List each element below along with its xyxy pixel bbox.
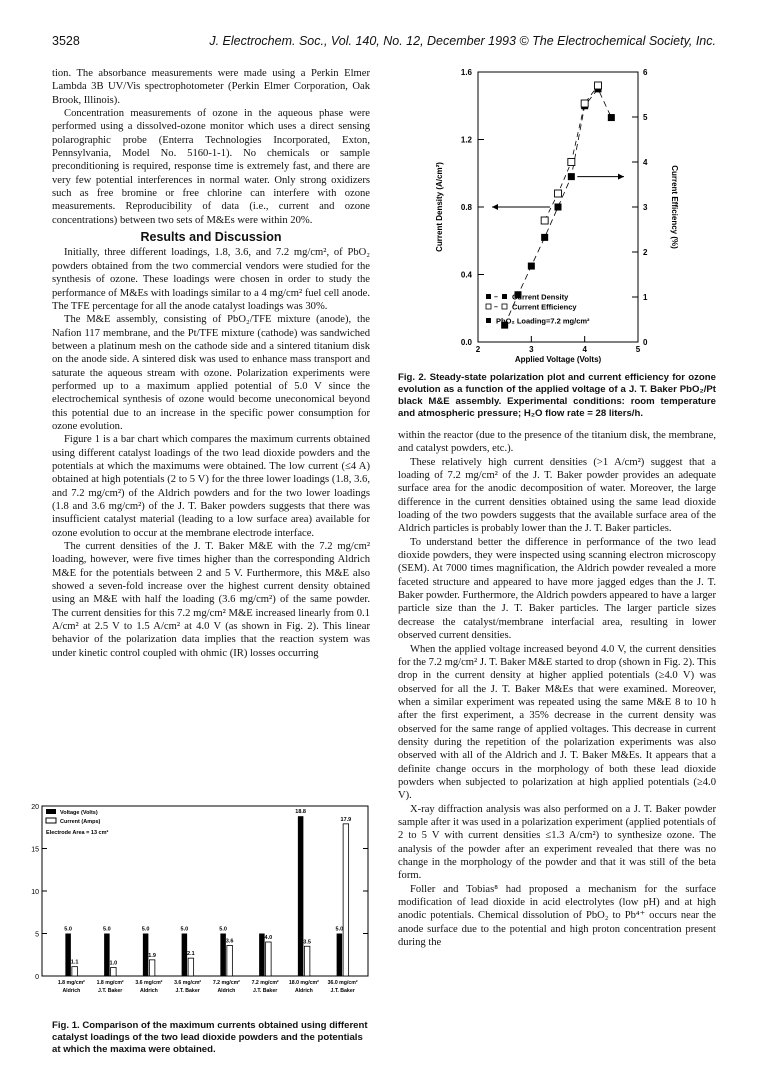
- current-density-point: [568, 173, 575, 180]
- bar-voltage: [337, 934, 343, 977]
- page-number: 3528: [52, 34, 80, 48]
- x-loading-label: 1.8 mg/cm²: [57, 980, 85, 986]
- y-tick-label: 0.8: [460, 203, 472, 212]
- y-tick-label: 1.6: [460, 68, 472, 77]
- electrode-area-annotation: Electrode Area = 13 cm²: [46, 830, 109, 836]
- bar-current: [227, 945, 233, 976]
- data-label-voltage: 5.0: [103, 926, 111, 933]
- data-label-voltage: 5.0: [335, 926, 344, 933]
- data-label-voltage: 5.0: [141, 926, 150, 933]
- x-loading-label: 7.2 mg/cm²: [212, 980, 240, 986]
- x-vendor-label: Aldrich: [217, 988, 236, 994]
- arrowhead: [618, 174, 624, 180]
- paragraph: X-ray diffraction analysis was also performed on a J. T. Baker powder sample after it was used in a polarization experiment (applied potentials of 2 to 5 V with current densities ≤1.3 A/cm²) to synthesize ozone. The analysis of the powder after an experiment revealed that there was no change in the morphology of the powder and that it was still of the beta form.: [398, 803, 716, 882]
- legend-swatch-open: [486, 304, 491, 309]
- x-loading-label: 7.2 mg/cm²: [251, 980, 279, 986]
- paragraph: Concentration measurements of ozone in the aqueous phase were performed using a dissolved-ozone monitor which uses a direct sensing polarographic probe (Enterra Technologies Incorporated, Exton, Pennsylvania, Model No. 5160-1-1). No chemicals or sample preconditioning is required, response time is extremely fast, and there are very few potential interferences in normal water. Only strong oxidizers such as free bromine or free chlorine can interfere with ozone measurements. Reproducibility of data (i.e., current and ozone concentrations) between two sets of M&Es were within 20%.: [52, 108, 370, 226]
- y-tick-label: 0.0: [460, 338, 472, 347]
- y-tick-label: 0: [35, 974, 39, 981]
- current-efficiency-line: [545, 86, 598, 221]
- current-density-point: [528, 263, 535, 270]
- legend-swatch-filled: [486, 294, 491, 299]
- data-label-voltage: 5.0: [64, 926, 72, 933]
- legend-label: Current Efficiency: [512, 302, 577, 312]
- figure-1-caption: Fig. 1. Comparison of the maximum currents obtained using different catalyst loadings of the two lead dioxide powders and the potentials at which the maxima were obtained.: [52, 1020, 368, 1055]
- y2-tick-label: 4: [643, 158, 648, 167]
- data-label-current: 1.0: [109, 960, 118, 967]
- legend-dash: –: [494, 294, 498, 301]
- data-label-current: 3.5: [303, 939, 311, 946]
- paragraph: When the applied voltage increased beyond 4.0 V, the current densities for the 7.2 mg/cm² J. T. Baker M&E started to drop (shown in Fig. 2). This drop in the current density at higher applied potentials (≥4.0 V) was observed for all the J. T. Baker M&Es that were examined. Moreover, when a similar experiment was repeated using the same M&E 8 to 10 h after the first experiment, a 35% decrease in the current density was observed for the same range of applied voltages. This decrease in current density during the repetition of the polarization experiments was also observed with all of the Aldrich and J. T. Baker M&Es. It appears that a definite change occurs in the morphology of both these lead dioxide powders when subjected to polarization at high applied potentials (≥4.0 V).: [398, 643, 716, 802]
- current-efficiency-point: [595, 82, 602, 89]
- bar-current: [266, 942, 272, 976]
- bar-current: [111, 968, 117, 977]
- paragraph: These relatively high current densities (>1 A/cm²) suggest that a loading of 7.2 mg/cm² of the J. T. Baker powder provides an adequate surface area for the anodic decomposition of water. Moreover, the large difference in the current densities obtained using the same lead dioxide loading of the two powders suggests that the available surface area of the Aldrich particles is probably lower than the J. T. Baker particles.: [398, 456, 716, 535]
- y-tick-label: 0.4: [460, 270, 472, 280]
- legend-swatch-filled: [502, 294, 507, 299]
- current-density-point: [608, 114, 615, 121]
- running-header: [52, 34, 716, 52]
- data-label-current: 3.6: [225, 938, 234, 945]
- y-axis-label: Current Density (A/cm²): [435, 162, 444, 252]
- x-vendor-label: Aldrich: [294, 988, 313, 994]
- x-axis-label: Applied Voltage (Volts): [514, 355, 602, 364]
- y2-tick-label: 5: [643, 113, 648, 122]
- bar-current: [188, 958, 194, 976]
- y-tick-label: 15: [31, 846, 39, 854]
- y2-tick-label: 2: [643, 248, 648, 257]
- bar-current: [149, 960, 155, 976]
- y2-tick-label: 1: [643, 293, 648, 302]
- paragraph: The current densities of the J. T. Baker M&E with the 7.2 mg/cm² loading, however, were five times higher than the corresponding Aldrich M&E for the potentials between 2 and 5 V. Furthermore, this M&E also showed a seven-fold increase over the highest current density obtained using an M&E with half the loading (3.6 mg/cm²) of the same powder. The current densities for this 7.2 mg/cm² M&E increased linearly from 0.1 A/cm² at 2.5 V to 1.5 A/cm² at 4.0 V (as shown in Fig. 2). This linear behavior of the polarization data implies that the reaction system was under kinetic control coupled with ohmic (IR) losses occurring: [52, 541, 370, 659]
- y2-tick-label: 0: [643, 338, 648, 347]
- legend-label: Current Density: [512, 292, 569, 302]
- x-loading-label: 3.6 mg/cm²: [174, 980, 202, 986]
- figure-1-bar-chart: [30, 798, 375, 1018]
- y-tick-label: 20: [31, 804, 39, 811]
- x-vendor-label: J.T. Baker: [253, 988, 278, 994]
- current-efficiency-point: [541, 217, 548, 224]
- paragraph: The M&E assembly, consisting of PbO₂/TFE mixture (anode), the Nafion 117 membrane, and the Pt/TFE mixture (cathode) was sandwiched between a platinum mesh on the cathode side and a sintered titanium disk on the anode side. A sintered disk was used to enhance mass transport and saturate the aqueous stream with ozone. Polarization experiments were performed up to a maximum applied potential of 5.0 V since the electrochemical synthesis of ozone would become uneconomical beyond this potential due to an increase in the specific power consumption for ozone evolution.: [52, 314, 370, 432]
- right-column: [398, 429, 716, 949]
- x-loading-label: 36.0 mg/cm²: [327, 980, 358, 986]
- legend-dash: –: [494, 304, 498, 311]
- x-loading-label: 18.0 mg/cm²: [288, 980, 319, 986]
- legend-swatch-current: [46, 818, 56, 823]
- x-loading-label: 1.8 mg/cm²: [96, 980, 124, 986]
- section-heading: Results and Discussion: [140, 230, 282, 245]
- arrowhead: [492, 204, 498, 210]
- y-tick-label: 1.2: [460, 135, 472, 145]
- x-loading-label: 3.6 mg/cm²: [135, 980, 163, 986]
- data-label-voltage: 18.8: [295, 809, 306, 816]
- data-label-current: 17.9: [340, 816, 352, 823]
- legend-label: Voltage (Volts): [60, 810, 98, 816]
- x-vendor-label: Aldrich: [139, 988, 158, 994]
- current-density-point: [555, 204, 562, 211]
- y2-tick-label: 3: [643, 203, 648, 212]
- current-efficiency-point: [581, 100, 588, 107]
- current-efficiency-point: [568, 159, 575, 166]
- data-label-current: 2.1: [187, 951, 195, 958]
- journal-line: J. Electrochem. Soc., Vol. 140, No. 12, December 1993 © The Electrochemical Society, Inc.: [209, 34, 716, 48]
- bar-current: [304, 946, 310, 976]
- data-label-voltage: 5.0: [180, 926, 189, 933]
- current-efficiency-point: [555, 190, 562, 197]
- y-tick-label: 10: [31, 889, 39, 896]
- paragraph: within the reactor (due to the presence of the titanium disk, the membrane, and catalyst powders, etc.).: [398, 430, 716, 455]
- bar-current: [343, 824, 349, 976]
- x-vendor-label: J.T. Baker: [98, 988, 123, 994]
- data-label-current: 4.0: [264, 935, 273, 941]
- x-vendor-label: J.T. Baker: [330, 988, 355, 994]
- figure-2-polarization-plot: [420, 60, 690, 370]
- current-density-point: [541, 234, 548, 241]
- data-label-voltage: 5.0: [219, 926, 227, 933]
- left-column: [52, 67, 370, 660]
- legend-swatch-open: [502, 304, 507, 309]
- x-tick-label: 5: [635, 345, 641, 354]
- x-tick-label: 3: [529, 345, 534, 354]
- x-vendor-label: J.T. Baker: [175, 988, 200, 994]
- paragraph: Foller and Tobias⁸ had proposed a mechanism for the surface modification of lead dioxide in acid electrolytes (low pH) and at high anodic potentials. Chemical dissolution of PbO₂ to Pb⁴⁺ occurs near the anode surface due to the potential and high proton concentration present during the: [398, 883, 716, 949]
- figure-2-caption: Fig. 2. Steady-state polarization plot and current efficiency for ozone evolution as a function of the applied voltage of a J. T. Baker PbO₂/Pt black M&E assembly. Experimental conditions: room temperature and atmospheric pressure; H₂O flow rate = 28 liters/h.: [398, 372, 716, 419]
- bar-voltage: [104, 934, 110, 977]
- bar-current: [72, 967, 78, 976]
- legend-swatch-filled: [486, 318, 491, 323]
- x-vendor-label: Aldrich: [62, 988, 81, 994]
- y2-axis-label: Current Efficiency (%): [670, 165, 679, 249]
- y-tick-label: 5: [35, 931, 39, 939]
- x-tick-label: 2: [475, 345, 481, 354]
- legend-swatch-voltage: [46, 809, 56, 814]
- bar-voltage: [298, 816, 304, 976]
- paragraph: Initially, three different loadings, 1.8, 3.6, and 7.2 mg/cm², of PbO₂ powders obtained from the two commercial vendors were studied for the synthesis of ozone. These loadings were chosen in order to study the performance of M&Es with loadings similar to a 4 mg/cm² fuel cell anode. The TFE percentage for all the anode catalyst loadings was 30%.: [52, 247, 370, 312]
- data-label-current: 1.9: [148, 952, 156, 959]
- paragraph: tion. The absorbance measurements were made using a Perkin Elmer Lambda 3B UV/Vis spectrophotometer (Perkin Elmer Corporation, Oak Brook, Illinois).: [52, 68, 370, 106]
- paragraph: To understand better the difference in performance of the two lead dioxide powders, they were inspected using scanning electron microscopy (SEM). At 7000 times magnification, the Aldrich powder revealed a more faceted structure and appeared to have more jagged edges than the J. T. Baker powder. Furthermore, the Aldrich powders appeared to have a larger particle size than the J. T. Baker particles. The larger particle sizes decrease the catalyst/membrane interfacial area, resulting in lower observed current densities.: [398, 536, 716, 642]
- legend-label: Current (Amps): [60, 819, 101, 825]
- bar-voltage: [65, 934, 71, 977]
- x-tick-label: 4: [582, 345, 587, 354]
- data-label-current: 1.1: [70, 959, 79, 966]
- y2-tick-label: 6: [643, 68, 648, 77]
- loading-annotation: PbO₂ Loading=7.2 mg/cm²: [496, 316, 590, 326]
- paragraph: Figure 1 is a bar chart which compares the maximum currents obtained using different catalyst loadings of the two lead dioxide powders and the potentials at which the maximums were obtained. The low current (≤4 A) obtained at high potentials (2 to 5 V) for the three lower loadings (1.8, 3.6, and 7.2 mg/cm²) of the Aldrich powders and for the two lower loadings (1.8 and 3.6 mg/cm²) of the J. T. Baker powders suggests that there was insufficient catalyst material (leading to a low surface area) available for ozone evolution to occur at the membrane electrode interface.: [52, 434, 370, 539]
